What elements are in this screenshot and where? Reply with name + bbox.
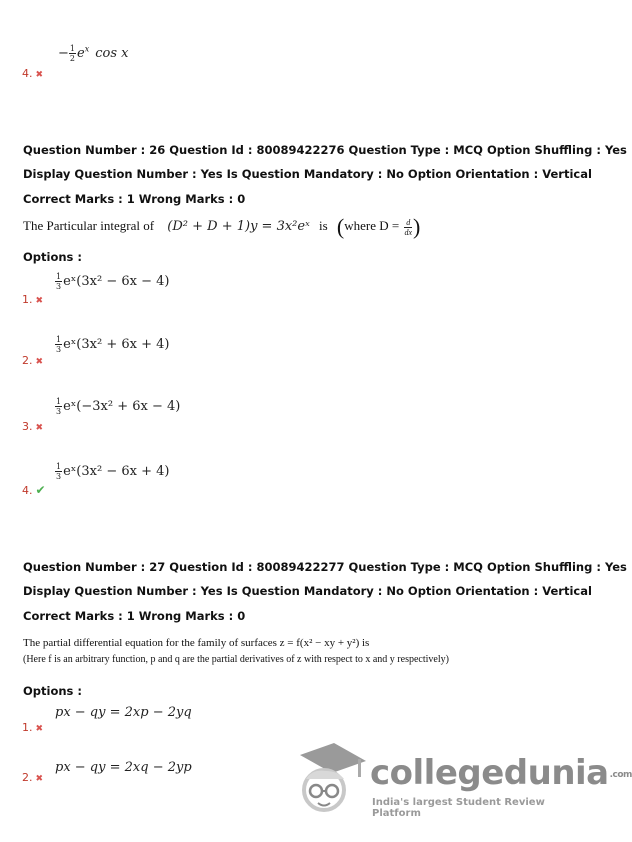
q27-option-1-number: 1. ✖ (22, 721, 44, 734)
prev-option-expression: − $\frac{1}{2}$ $e^x$ cos x (58, 44, 129, 63)
q27-meta-line1: Question Number : 27 Question Id : 80089422277 Question Type : MCQ Option Shuffling : Yes (23, 560, 627, 574)
collegedunia-mascot-logo (292, 735, 372, 825)
collegedunia-brand: collegedunia.com (370, 753, 632, 793)
wrong-mark-icon: ✖ (35, 724, 44, 734)
q27-options-label: Options : (23, 684, 82, 698)
q26-option-1: $\frac{1}{3}$ eˣ(3x² − 6x − 4) (56, 272, 170, 291)
check-mark-icon: ✔ (35, 483, 46, 497)
collegedunia-tagline: India's largest Student Review Platform (372, 797, 545, 819)
wrong-mark-icon: ✖ (35, 423, 44, 433)
q26-option-4-number: 4. ✔ (22, 483, 46, 497)
q26-stem: The Particular integral of (D² + D + 1)y = 3x²eˣ is (where D = $\frac{d}{dx}$ ) (23, 214, 421, 240)
q27-option-1: px − qy = 2xp − 2yq (55, 705, 192, 720)
q26-option-3: $\frac{1}{3}$ eˣ(−3x² + 6x − 4) (56, 397, 181, 416)
q27-stem-line2: (Here f is an arbitrary function, p and q are the partial derivatives of z with respect to x and y respectively) (23, 654, 449, 665)
q26-option-2: $\frac{1}{3}$ eˣ(3x² + 6x + 4) (56, 335, 170, 354)
wrong-mark-icon: ✖ (35, 70, 44, 80)
q26-options-label: Options : (23, 250, 82, 264)
wrong-mark-icon: ✖ (35, 357, 44, 367)
q27-option-2: px − qy = 2xq − 2yp (55, 760, 192, 775)
wrong-mark-icon: ✖ (35, 774, 44, 784)
q27-stem-line1: The partial differential equation for the family of surfaces z = f(x² − xy + y²) is (23, 637, 370, 649)
q27-meta-line3: Correct Marks : 1 Wrong Marks : 0 (23, 609, 246, 623)
q26-meta-line2: Display Question Number : Yes Is Question Mandatory : No Option Orientation : Vertical (23, 167, 592, 181)
fraction: $\frac{1}{2}$ (69, 44, 75, 63)
q27-option-2-number: 2. ✖ (22, 771, 44, 784)
q26-option-4: $\frac{1}{3}$ eˣ(3x² − 6x + 4) (56, 462, 170, 481)
q26-option-2-number: 2. ✖ (22, 354, 44, 367)
q26-option-3-number: 3. ✖ (22, 420, 44, 433)
q26-meta-line1: Question Number : 26 Question Id : 80089422276 Question Type : MCQ Option Shuffling : Yes (23, 143, 627, 157)
q26-option-1-number: 1. ✖ (22, 293, 44, 306)
q27-meta-line2: Display Question Number : Yes Is Question Mandatory : No Option Orientation : Vertical (23, 584, 592, 598)
q26-meta-line3: Correct Marks : 1 Wrong Marks : 0 (23, 192, 246, 206)
prev-option-number: 4. ✖ (22, 67, 44, 80)
wrong-mark-icon: ✖ (35, 296, 44, 306)
